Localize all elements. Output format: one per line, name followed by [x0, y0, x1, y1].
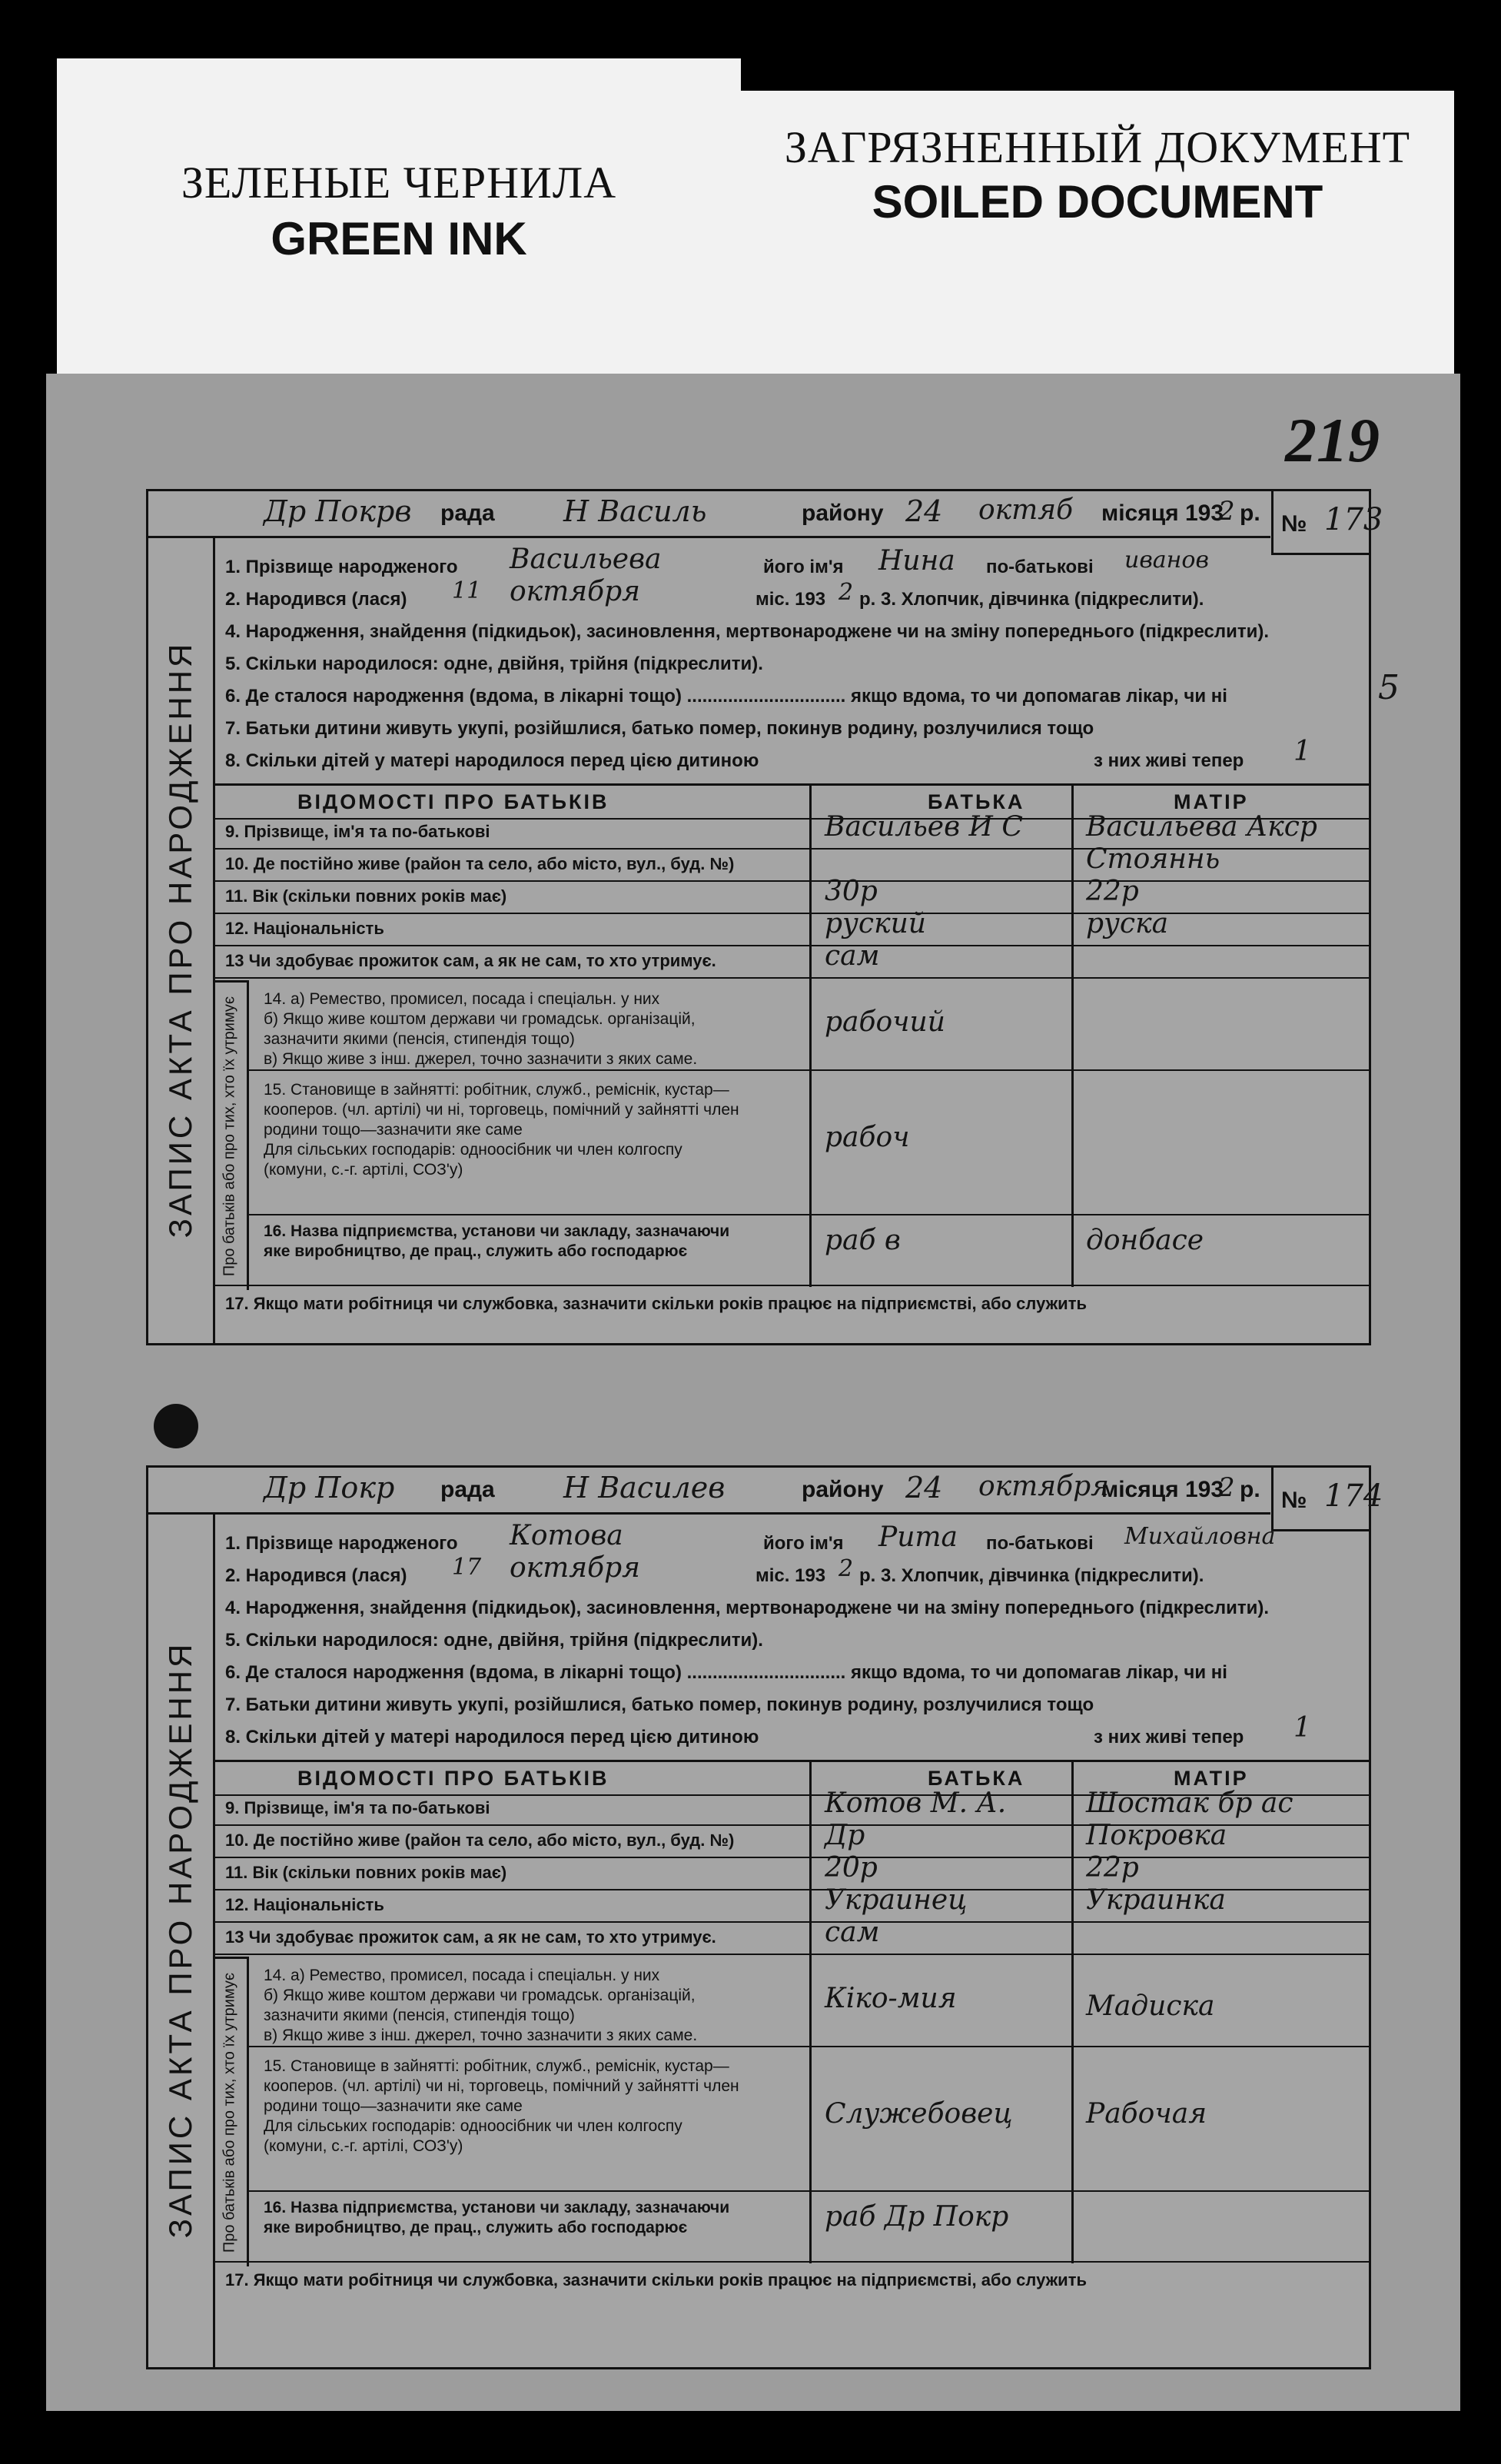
green-ink-en: GREEN INK [271, 213, 527, 264]
born-day: 11 [452, 577, 482, 604]
green-ink-label-card [57, 58, 741, 389]
row-label-r14: 14. а) Ремество, промисел, посада і спеціальн. у них б) Якщо живе коштом держави чи громадськ. організацій, зазначити якими (пенсія, стипендія тощо) в) Якщо живе з інш. джерел, точно зазначити з яких саме. [264, 1967, 698, 2044]
line-4: 4. Народження, знайдення (підкидьок), засиновлення, мертвонароджене чи на зміну попереднього (підкреслити). [225, 1598, 1270, 1618]
row-divider [213, 880, 1369, 882]
row-divider [213, 1285, 1369, 1286]
mother-age: 22р [1086, 876, 1139, 907]
father-heading: БАТЬКА [928, 790, 1025, 813]
father-nation: руский [825, 908, 926, 939]
row-label-r16: 16. Назва підприємства, установи чи закладу, зазначаючи яке виробництво, де прац., служить або господарює [264, 1222, 730, 1260]
line-6: 6. Де сталося народження (вдома, в лікарні тощо) ............................... якщо вдома, то чи допомагав лікар, чи ні [225, 1662, 1227, 1683]
children-alive: 1 [1293, 1712, 1311, 1744]
mother-name: Васильева Акср [1086, 811, 1317, 843]
mother-age: 22р [1086, 1852, 1139, 1884]
record-number: 173 [1324, 502, 1383, 537]
children-alive: 1 [1293, 736, 1311, 767]
line-7: 7. Батьки дитини живуть укупі, розійшлися, батько помер, покинув родину, розлучилися тощо [225, 1694, 1094, 1715]
soiled-document-en: SOILED DOCUMENT [872, 176, 1323, 228]
year-digit: 2 [1218, 1472, 1235, 1503]
father-status: Служебовец [825, 2098, 1013, 2130]
side-note: 5 [1378, 668, 1400, 707]
row-label-r14: 14. а) Ремество, промисел, посада і спеціальн. у них б) Якщо живе коштом держави чи громадськ. організацій, зазначити якими (пенсія, стипендія тощо) в) Якщо живе з інш. джерел, точно зазначити з яких саме. [264, 990, 698, 1068]
day-value: 24 [905, 494, 943, 528]
col-divider [809, 786, 812, 1287]
row-divider [213, 1954, 1369, 1955]
side-subtitle: Про батьків або про тих, хто їх утримує [221, 996, 238, 1277]
row-label-r11: 11. Вік (скільки повних років має) [225, 886, 507, 906]
month-label: місяця 193 [1101, 1477, 1224, 1502]
line-2c: р. 3. Хлопчик, дівчинка (підкреслити). [859, 589, 1204, 610]
col-divider [809, 1762, 812, 2263]
row-label-r9: 9. Прізвище, ім'я та по-батькові [225, 822, 490, 841]
line-1c: по-батькові [986, 1533, 1094, 1554]
born-year: 2 [839, 1555, 854, 1582]
row-divider [213, 1857, 1369, 1858]
row-divider [213, 977, 1369, 979]
row-divider [247, 1214, 1369, 1215]
parents-heading: ВІДОМОСТІ ПРО БАТЬКІВ [297, 790, 609, 813]
soiled-document-label-card [741, 91, 1454, 398]
month-value: октяб [978, 494, 1074, 526]
sheet-number: 219 [1285, 405, 1380, 475]
rayon-value: Н Василев [563, 1471, 726, 1505]
mother-heading: МАТІР [1174, 1767, 1249, 1790]
row-divider [247, 1069, 1369, 1071]
row-label-r13: 13 Чи здобуває прожиток сам, а як не сам, то хто утримує. [225, 1927, 716, 1947]
line-6: 6. Де сталося народження (вдома, в лікарні тощо) ............................... якщо вдома, то чи допомагав лікар, чи ні [225, 686, 1227, 707]
side-title-band [148, 1512, 215, 2367]
mother-heading: МАТІР [1174, 790, 1249, 813]
line-8b: з них живі тепер [1094, 1727, 1244, 1747]
green-ink-ru: ЗЕЛЕНЫЕ ЧЕРНИЛА [181, 158, 617, 208]
mother-workplace: донбасе [1086, 1225, 1204, 1256]
row-label-r9: 9. Прізвище, ім'я та по-батькові [225, 1798, 490, 1817]
mother-occupation: Мадиска [1086, 1990, 1215, 2022]
rada-value: Др Покрв [264, 494, 412, 528]
father-status: рабоч [825, 1122, 910, 1153]
rayon-label: району [802, 1477, 884, 1502]
col-divider [1071, 786, 1074, 1287]
record-header [148, 491, 1270, 538]
birth-record [146, 489, 1400, 1345]
row-label-r10: 10. Де постійно живе (район та село, або місто, вул., буд. №) [225, 854, 735, 873]
row-label-r17: 17. Якщо мати робітниця чи службовка, зазначити скільки років працює на підприємстві, або служить [225, 1294, 1087, 1313]
year-digit: 2 [1218, 496, 1235, 527]
row-label-r16: 16. Назва підприємства, установи чи закладу, зазначаючи яке виробництво, де прац., служить або господарює [264, 2199, 730, 2236]
father-support: сам [825, 1917, 880, 1948]
father-name: Васильев И С [825, 811, 1023, 843]
child-patronymic: Михайловна [1124, 1523, 1276, 1550]
row-label-r15: 15. Становище в зайнятті: робітник, служб., реміснік, кустар—кооперов. (чл. артілі) чи ні, торговець, помічний у зайнятті член родини тощо—зазначити яке саме Для сільських господарів: одноосібник чи член колгоспу (комуни, с.-г. артілі, СОЗ'у) [264, 1081, 739, 1179]
line-1: 1. Прізвище народженого [225, 1533, 458, 1554]
line-2: 2. Народився (лася) [225, 1565, 407, 1586]
rayon-label: району [802, 500, 884, 526]
father-age: 20р [825, 1852, 878, 1884]
document-sheet [46, 374, 1460, 2411]
line-1c: по-батькові [986, 557, 1094, 577]
father-occupation: рабочий [825, 1006, 945, 1038]
number-label: № [1281, 1488, 1307, 1513]
line-1b: його ім'я [763, 1533, 844, 1554]
year-r: р. [1240, 500, 1260, 526]
mother-address: Стояннь [1086, 843, 1220, 875]
line-8b: з них живі тепер [1094, 750, 1244, 771]
line-1b: його ім'я [763, 557, 844, 577]
father-address: Др [825, 1820, 865, 1851]
born-day: 17 [452, 1554, 482, 1581]
month-value: октября [978, 1471, 1109, 1502]
born-month: октября [510, 1552, 640, 1584]
mother-status: Рабочая [1086, 2098, 1207, 2130]
row-divider [213, 945, 1369, 946]
row-divider [247, 2046, 1369, 2047]
soiled-document-ru: ЗАГРЯЗНЕННЫЙ ДОКУМЕНТ [784, 122, 1411, 172]
line-2b: міс. 193 [755, 589, 826, 610]
day-value: 24 [905, 1471, 943, 1505]
line-7: 7. Батьки дитини живуть укупі, розійшлися, батько помер, покинув родину, розлучилися тощо [225, 718, 1094, 739]
row-label-r12: 12. Національність [225, 1895, 384, 1914]
row-label-r13: 13 Чи здобуває прожиток сам, а як не сам, то хто утримує. [225, 951, 716, 970]
row-divider [213, 2261, 1369, 2263]
side-title: ЗАПИС АКТА ПРО НАРОДЖЕННЯ [162, 1641, 198, 2239]
born-month: октября [510, 576, 640, 607]
line-2b: міс. 193 [755, 1565, 826, 1586]
row-label-r15: 15. Становище в зайнятті: робітник, служб., реміснік, кустар—кооперов. (чл. артілі) чи ні, торговець, помічний у зайнятті член родини тощо—зазначити яке саме Для сільських господарів: одноосібник чи член колгоспу (комуни, с.-г. артілі, СОЗ'у) [264, 2057, 739, 2155]
mother-nation: Украинка [1086, 1884, 1226, 1916]
line-5: 5. Скільки народилося: одне, двійня, трійня (підкреслити). [225, 1630, 763, 1651]
rada-label: рада [440, 500, 495, 526]
birth-record [146, 1465, 1383, 2369]
row-divider [213, 1921, 1369, 1923]
line-8: 8. Скільки дітей у матері народилося перед цією дитиною [225, 750, 759, 771]
line-8: 8. Скільки дітей у матері народилося перед цією дитиною [225, 1727, 759, 1747]
year-r: р. [1240, 1477, 1260, 1502]
record-header [148, 1468, 1270, 1515]
side-subtitle: Про батьків або про тих, хто їх утримує [221, 1972, 238, 2253]
child-patronymic: иванов [1124, 547, 1209, 574]
father-workplace: раб в [825, 1225, 901, 1256]
rada-label: рада [440, 1477, 495, 1502]
line-2c: р. 3. Хлопчик, дівчинка (підкреслити). [859, 1565, 1204, 1586]
father-occupation: Кіко-мия [825, 1983, 957, 2014]
row-divider [213, 913, 1369, 914]
father-name: Котов М. А. [825, 1787, 1007, 1819]
father-heading: БАТЬКА [928, 1767, 1025, 1790]
line-1: 1. Прізвище народженого [225, 557, 458, 577]
father-age: 30р [825, 876, 878, 907]
rayon-value: Н Василь [563, 494, 707, 528]
mother-nation: руска [1086, 908, 1169, 939]
record-number-box [1271, 1468, 1383, 1531]
father-nation: Украинец [825, 1884, 968, 1916]
punch-hole [154, 1404, 198, 1448]
rada-value: Др Покр [264, 1471, 395, 1505]
line-2: 2. Народився (лася) [225, 589, 407, 610]
record-number: 174 [1324, 1478, 1383, 1514]
parents-heading: ВІДОМОСТІ ПРО БАТЬКІВ [297, 1767, 609, 1790]
mother-name: Шостак бр ас [1086, 1787, 1293, 1819]
mother-address: Покровка [1086, 1820, 1227, 1851]
born-year: 2 [839, 579, 854, 606]
side-subtitle-band [213, 1957, 249, 2266]
line-4: 4. Народження, знайдення (підкидьок), засиновлення, мертвонароджене чи на зміну попереднього (підкреслити). [225, 621, 1270, 642]
line-5: 5. Скільки народилося: одне, двійня, трійня (підкреслити). [225, 653, 763, 674]
number-label: № [1281, 511, 1307, 537]
child-name: Нина [878, 545, 955, 577]
record-number-box [1271, 491, 1383, 555]
side-title-band [148, 536, 215, 1343]
row-divider [247, 2190, 1369, 2192]
row-label-r10: 10. Де постійно живе (район та село, або місто, вул., буд. №) [225, 1831, 735, 1850]
side-title: ЗАПИС АКТА ПРО НАРОДЖЕННЯ [162, 640, 198, 1239]
row-label-r17: 17. Якщо мати робітниця чи службовка, зазначити скільки років працює на підприємстві, або служить [225, 2270, 1087, 2289]
side-subtitle-band [213, 980, 249, 1290]
row-label-r11: 11. Вік (скільки повних років має) [225, 1863, 507, 1882]
month-label: місяця 193 [1101, 500, 1224, 526]
child-surname: Котова [510, 1520, 623, 1551]
col-divider [1071, 1762, 1074, 2263]
father-workplace: раб Др Покр [825, 2201, 1009, 2233]
child-name: Рита [878, 1521, 958, 1553]
child-surname: Васильева [510, 544, 662, 575]
row-label-r12: 12. Національність [225, 919, 384, 938]
father-support: сам [825, 940, 880, 972]
